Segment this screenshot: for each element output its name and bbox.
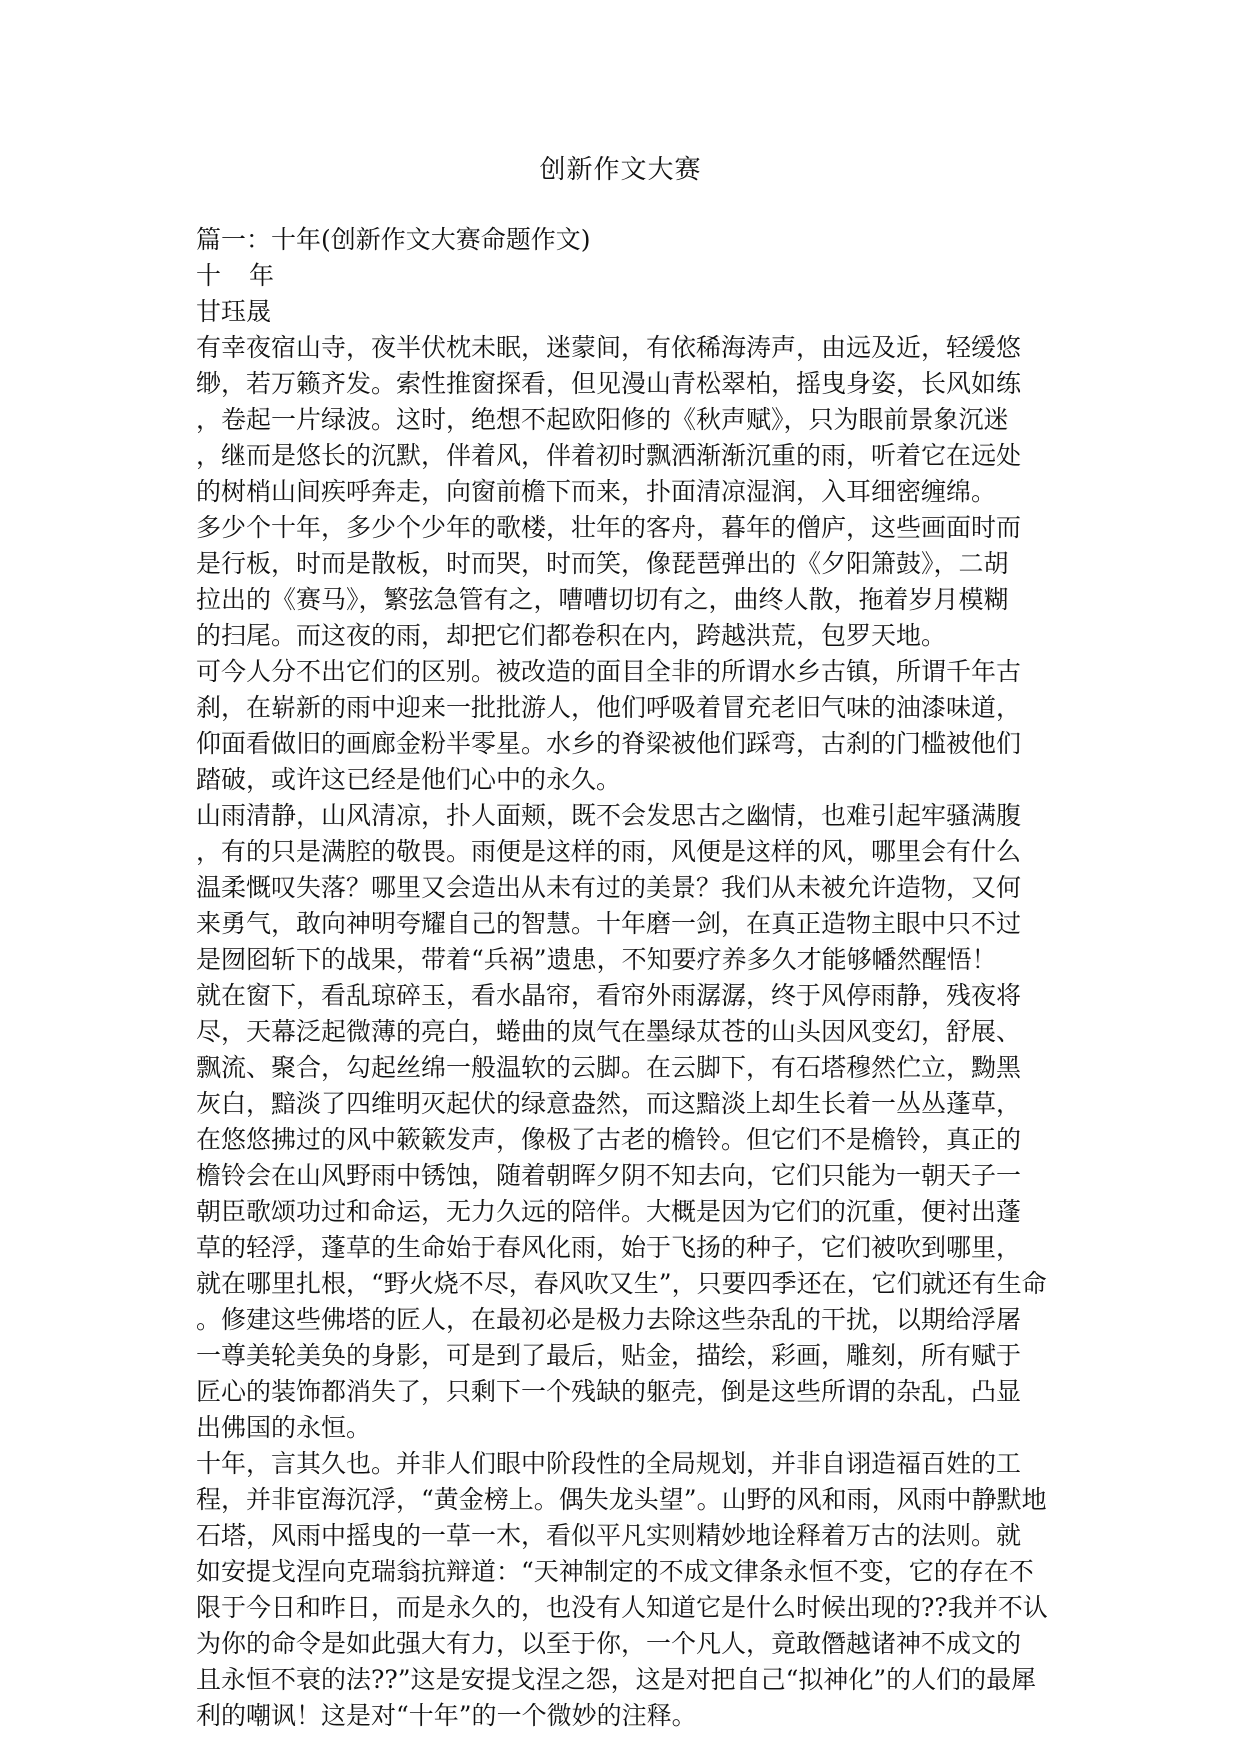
text-line: 的扫尾。而这夜的雨，却把它们都卷积在内，跨越洪荒，包罗天地。 (196, 621, 947, 650)
text-line: 檐铃会在山风野雨中锈蚀，随着朝晖夕阴不知去向，它们只能为一朝天子一 (196, 1161, 1022, 1190)
text-line: 在悠悠拂过的风中簌簌发声，像极了古老的檐铃。但它们不是檐铃，真正的 (196, 1125, 1022, 1154)
text-line: 出佛国的永恒。 (196, 1413, 372, 1442)
text-line: 刹，在崭新的雨中迎来一批批游人，他们呼吸着冒充老旧气味的油漆味道， (196, 693, 1022, 722)
text-line: ，继而是悠长的沉默，伴着风，伴着初时飘洒渐渐沉重的雨，听着它在远处 (196, 441, 1022, 470)
text-line: 飘流、聚合，勾起丝绵一般温软的云脚。在云脚下，有石塔穆然伫立，黝黑 (196, 1053, 1022, 1082)
text-line: 的树梢山间疾呼奔走，向窗前檐下而来，扑面清凉湿润，入耳细密缠绵。 (196, 477, 997, 506)
text-line: 匠心的装饰都消失了，只剩下一个残缺的躯壳，倒是这些所谓的杂乱，凸显 (196, 1377, 1022, 1406)
text-line: 就在哪里扎根，“野火烧不尽，春风吹又生”，只要四季还在，它们就还有生命 (196, 1269, 1047, 1298)
text-line: 缈，若万籁齐发。索性推窗探看，但见漫山青松翠柏，摇曳身姿，长风如练 (196, 369, 1022, 398)
text-line: 为你的命令是如此强大有力，以至于你，一个凡人，竟敢僭越诸神不成文的 (196, 1629, 1022, 1658)
text-line: 是囫囵斩下的战果，带着“兵祸”遗患，不知要疗养多久才能够幡然醒悟！ (196, 945, 997, 974)
text-line: 尽，天幕泛起微薄的亮白，蜷曲的岚气在墨绿苁苍的山头因风变幻，舒展、 (196, 1017, 1022, 1046)
text-line: 可今人分不出它们的区别。被改造的面目全非的所谓水乡古镇，所谓千年古 (196, 657, 1022, 686)
text-line: 草的轻浮，蓬草的生命始于春风化雨，始于飞扬的种子，它们被吹到哪里， (196, 1233, 1022, 1262)
text-line: 朝臣歌颂功过和命运，无力久远的陪伴。大概是因为它们的沉重，便衬出蓬 (196, 1197, 1022, 1226)
text-line: 石塔，风雨中摇曳的一草一木，看似平凡实则精妙地诠释着万古的法则。就 (196, 1521, 1022, 1550)
text-line: 限于今日和昨日，而是永久的，也没有人知道它是什么时候出现的??我并不认 (196, 1593, 1048, 1622)
document-title: 创新作文大赛 (539, 155, 702, 185)
text-line: 十年，言其久也。并非人们眼中阶段性的全局规划，并非自诩造福百姓的工 (196, 1449, 1022, 1478)
text-line: 灰白，黯淡了四维明灭起伏的绿意盎然，而这黯淡上却生长着一丛丛蓬草， (196, 1089, 1022, 1118)
text-line: 有幸夜宿山寺，夜半伏枕未眠，迷蒙间，有依稀海涛声，由远及近，轻缓悠 (196, 333, 1022, 362)
text-line: 是行板，时而是散板，时而哭，时而笑，像琵琶弹出的《夕阳箫鼓》，二胡 (196, 549, 1009, 578)
text-line: 温柔慨叹失落？哪里又会造出从未有过的美景？我们从未被允许造物，又何 (196, 873, 1022, 902)
essay-author: 甘珏晟 (196, 297, 272, 326)
text-line: 。修建这些佛塔的匠人，在最初必是极力去除这些杂乱的干扰，以期给浮屠 (196, 1305, 1022, 1334)
section-heading: 篇一：十年(创新作文大赛命题作文) (196, 225, 591, 254)
text-line: ，卷起一片绿波。这时，绝想不起欧阳修的《秋声赋》，只为眼前景象沉迷 (196, 405, 1009, 434)
text-line: 一尊美轮美奂的身影，可是到了最后，贴金，描绘，彩画，雕刻，所有赋于 (196, 1341, 1022, 1370)
text-line: 踏破，或许这已经是他们心中的永久。 (196, 765, 622, 794)
text-line: 山雨清静，山风清凉，扑人面颊，既不会发思古之幽情，也难引起牢骚满腹 (196, 801, 1022, 830)
text-line: 且永恒不衰的法??”这是安提戈涅之怨，这是对把自己“拟神化”的人们的最犀 (196, 1665, 1037, 1694)
text-line: ，有的只是满腔的敬畏。雨便是这样的雨，风便是这样的风，哪里会有什么 (196, 837, 1022, 866)
text-line: 程，并非宦海沉浮，“黄金榜上。偶失龙头望”。山野的风和雨，风雨中静默地 (196, 1485, 1047, 1514)
text-line: 仰面看做旧的画廊金粉半零星。水乡的脊梁被他们踩弯，古刹的门槛被他们 (196, 729, 1022, 758)
text-line: 就在窗下，看乱琼碎玉，看水晶帘，看帘外雨潺潺，终于风停雨静，残夜将 (196, 981, 1022, 1010)
document-body (196, 222, 1050, 1734)
essay-title: 十 年 (196, 261, 284, 290)
text-line: 如安提戈涅向克瑞翁抗辩道：“天神制定的不成文律条永恒不变，它的存在不 (196, 1557, 1034, 1586)
text-line: 利的嘲讽！这是对“十年”的一个微妙的注释。 (196, 1701, 697, 1730)
text-line: 多少个十年，多少个少年的歌楼，壮年的客舟，暮年的僧庐，这些画面时而 (196, 513, 1022, 542)
text-line: 来勇气，敢向神明夸耀自己的智慧。十年磨一剑，在真正造物主眼中只不过 (196, 909, 1022, 938)
text-line: 拉出的《赛马》，繁弦急管有之，嘈嘈切切有之，曲终人散，拖着岁月模糊 (196, 585, 1009, 614)
